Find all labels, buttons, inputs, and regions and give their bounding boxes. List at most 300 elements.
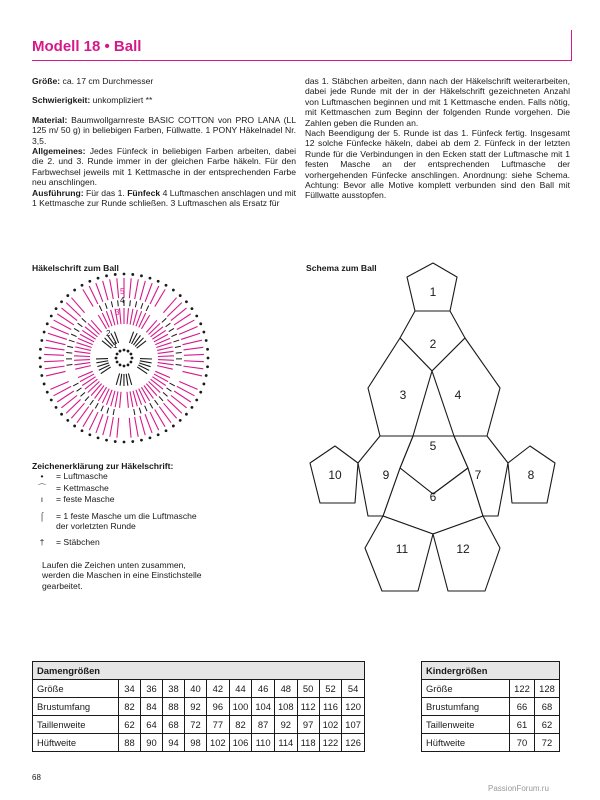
stitch-round-3 bbox=[154, 374, 168, 382]
row-label: Größe bbox=[422, 680, 510, 698]
chain-dot bbox=[179, 294, 182, 297]
stitch-round-3 bbox=[115, 391, 118, 407]
chain-dot-center bbox=[123, 349, 126, 352]
stitch-round-5 bbox=[184, 354, 204, 355]
stitch-round-5 bbox=[179, 327, 197, 335]
chain-dot bbox=[191, 307, 194, 310]
pentagon-label-10: 10 bbox=[328, 468, 342, 482]
stitch-round-5 bbox=[71, 298, 84, 313]
instructions-left bbox=[32, 76, 296, 208]
general-label: Allgemeines: bbox=[32, 146, 86, 157]
stitch-round-5 bbox=[179, 382, 197, 390]
stitch-round-2 bbox=[102, 341, 111, 348]
women-table-title: Damengrößen bbox=[33, 662, 365, 680]
chain-dot bbox=[199, 391, 202, 394]
table-cell: 54 bbox=[342, 680, 365, 698]
stitch-round-3 bbox=[149, 381, 161, 392]
chain-dot bbox=[73, 289, 76, 292]
chain-dot-center bbox=[123, 365, 126, 368]
table-cell: 94 bbox=[163, 734, 185, 752]
table-cell: 102 bbox=[207, 734, 230, 752]
stitch-round-3 bbox=[154, 334, 168, 342]
stitch-round-5 bbox=[96, 283, 103, 302]
chain-dot-center bbox=[127, 364, 130, 367]
stitch-round-3 bbox=[91, 384, 102, 396]
stitch-round-3 bbox=[157, 347, 173, 351]
chain-dot bbox=[202, 331, 205, 334]
chain-dot-center bbox=[131, 357, 134, 360]
table-cell: 40 bbox=[185, 680, 207, 698]
stitch-round-5 bbox=[167, 303, 181, 317]
chain-dot bbox=[206, 365, 209, 368]
chain-dot bbox=[114, 273, 117, 276]
round-number-3: 3 bbox=[115, 308, 120, 317]
stitch-round-5 bbox=[167, 399, 181, 413]
chain-dot bbox=[39, 348, 42, 351]
chain-dot bbox=[185, 300, 188, 303]
stitch-round-5 bbox=[117, 278, 119, 298]
stitch-round-3 bbox=[75, 366, 91, 370]
legend-heading: Zeichenerklärung zur Häkelschrift: bbox=[32, 461, 174, 471]
execution-label: Ausführung: bbox=[32, 187, 84, 198]
chain-dot bbox=[55, 406, 58, 409]
table-row bbox=[422, 734, 560, 752]
pentagon-label-8: 8 bbox=[527, 468, 535, 482]
stitch-round-3 bbox=[80, 374, 94, 382]
table-cell: 62 bbox=[535, 716, 560, 734]
stitch-round-3 bbox=[141, 387, 149, 401]
legend-items bbox=[32, 471, 207, 547]
row-label: Brustumfang bbox=[422, 698, 510, 716]
chain-dot bbox=[46, 322, 49, 325]
stitch-round-5 bbox=[110, 279, 114, 299]
pentagon-label-6: 6 bbox=[429, 490, 437, 504]
chain-dot bbox=[157, 280, 160, 283]
table-row bbox=[33, 734, 365, 752]
chain-dot-center bbox=[127, 350, 130, 353]
stitch-round-5 bbox=[46, 340, 65, 344]
chain-dot bbox=[105, 439, 108, 442]
stitch-round-4 bbox=[67, 346, 73, 347]
chain-dot bbox=[131, 273, 134, 276]
table-row bbox=[422, 680, 560, 698]
stitch-round-3 bbox=[146, 384, 157, 396]
stitch-round-2 bbox=[101, 367, 111, 374]
stitch-round-5 bbox=[50, 327, 68, 335]
pentagon-label-5: 5 bbox=[429, 439, 437, 453]
chain-dot bbox=[66, 294, 69, 297]
stitch-round-5 bbox=[50, 382, 68, 390]
pentagon-label-3: 3 bbox=[399, 388, 407, 402]
table-cell: 104 bbox=[252, 698, 275, 716]
chain-dot bbox=[43, 383, 46, 386]
chain-dot bbox=[50, 399, 53, 402]
stitch-round-4 bbox=[167, 388, 172, 391]
stitch-round-3 bbox=[127, 392, 128, 408]
table-cell: 114 bbox=[274, 734, 297, 752]
legend-text: = feste Masche bbox=[56, 494, 115, 505]
chain-dot-center bbox=[130, 361, 133, 364]
stitch-round-3 bbox=[88, 323, 100, 334]
stitch-round-5 bbox=[103, 416, 108, 435]
table-cell: 88 bbox=[163, 698, 185, 716]
chain-dot bbox=[207, 357, 210, 360]
stitch-round-5 bbox=[182, 371, 201, 375]
stitch-round-3 bbox=[141, 315, 149, 329]
women-size-table bbox=[32, 661, 365, 752]
stitch-round-4 bbox=[146, 306, 149, 311]
stitch-round-4 bbox=[145, 406, 147, 412]
stitch-round-2 bbox=[120, 374, 122, 386]
stitch-round-3 bbox=[151, 327, 163, 337]
chain-dot bbox=[191, 406, 194, 409]
stitch-round-3 bbox=[146, 320, 157, 332]
table-cell: 44 bbox=[229, 680, 252, 698]
stitch-round-4 bbox=[169, 328, 174, 331]
table-row bbox=[422, 698, 560, 716]
stitch-round-3 bbox=[144, 386, 153, 399]
chain-dot bbox=[43, 331, 46, 334]
legend-note: Laufen die Zeichen unten zusammen, werden die Maschen in eine Einstichstelle gearbeitet. bbox=[42, 559, 202, 591]
chain-dot-center bbox=[119, 364, 122, 367]
stitch-round-4 bbox=[159, 396, 163, 400]
stitch-round-5 bbox=[135, 279, 139, 299]
stitch-round-4 bbox=[82, 318, 86, 322]
table-cell: 46 bbox=[252, 680, 275, 698]
legend-text: = Stäbchen bbox=[56, 537, 100, 548]
chain-dot-center bbox=[116, 361, 119, 364]
stitch-round-3 bbox=[155, 371, 170, 377]
chain-dot bbox=[140, 439, 143, 442]
stitch-round-4 bbox=[134, 409, 135, 415]
stitch-round-3 bbox=[80, 334, 94, 342]
stitch-round-5 bbox=[129, 278, 131, 298]
chain-dot bbox=[114, 440, 117, 443]
table-cell: 112 bbox=[297, 698, 319, 716]
stitch-round-3 bbox=[158, 360, 174, 361]
chain-dot bbox=[39, 365, 42, 368]
stitch-round-4 bbox=[99, 306, 102, 311]
legend-item bbox=[32, 494, 207, 504]
stitch-round-3 bbox=[158, 351, 174, 353]
stitch-round-4 bbox=[118, 300, 119, 306]
stitch-round-3 bbox=[130, 309, 133, 325]
pentagon-label-12: 12 bbox=[456, 542, 470, 556]
stitch-round-3 bbox=[151, 379, 164, 389]
stitch-round-3 bbox=[82, 377, 95, 386]
stitch-round-4 bbox=[166, 323, 171, 327]
stitch-round-4 bbox=[66, 353, 72, 354]
chain-dot-center bbox=[119, 350, 122, 353]
stitch-round-5 bbox=[110, 417, 114, 437]
chain-dot bbox=[60, 413, 63, 416]
stitch-round-4 bbox=[176, 353, 182, 354]
pentagon-label-1: 1 bbox=[429, 285, 437, 299]
pentagon-label-9: 9 bbox=[382, 468, 390, 482]
stitch-round-3 bbox=[130, 391, 133, 407]
stitch-round-5 bbox=[140, 416, 145, 435]
legend-item bbox=[32, 537, 207, 547]
stitch-round-4 bbox=[85, 396, 89, 400]
stitch-round-3 bbox=[88, 381, 100, 392]
table-cell: 97 bbox=[297, 716, 319, 734]
round-number-4: 4 bbox=[120, 296, 125, 305]
chain-dot bbox=[39, 357, 42, 360]
chain-dot bbox=[202, 383, 205, 386]
pentagon-label-2: 2 bbox=[429, 337, 437, 351]
table-cell: 72 bbox=[535, 734, 560, 752]
stitch-round-5 bbox=[103, 281, 108, 300]
instructions-right bbox=[305, 76, 570, 201]
stitch-round-2 bbox=[140, 361, 152, 363]
stitch-round-5 bbox=[135, 417, 139, 437]
ball-schema bbox=[300, 258, 570, 598]
chain-dot bbox=[195, 399, 198, 402]
difficulty-label: Schwierigkeit: bbox=[32, 95, 91, 106]
stitch-round-5 bbox=[184, 361, 204, 362]
stitch-round-4 bbox=[176, 365, 182, 366]
table-cell: 70 bbox=[510, 734, 535, 752]
table-cell: 92 bbox=[274, 716, 297, 734]
stitch-round-4 bbox=[170, 383, 175, 386]
table-cell: 106 bbox=[229, 734, 252, 752]
table-cell: 52 bbox=[319, 680, 342, 698]
stitch-round-4 bbox=[130, 300, 131, 306]
table-cell: 96 bbox=[207, 698, 230, 716]
stitch-round-4 bbox=[73, 383, 78, 386]
chain-dot bbox=[185, 413, 188, 416]
stitch-round-2 bbox=[137, 367, 147, 374]
chain-dot bbox=[206, 348, 209, 351]
table-cell: 62 bbox=[119, 716, 141, 734]
chain-dot bbox=[81, 284, 84, 287]
stitch-round-4 bbox=[69, 340, 75, 342]
stitch-round-2 bbox=[128, 373, 131, 385]
stitch-round-3 bbox=[158, 356, 174, 357]
stitch-round-5 bbox=[182, 340, 201, 344]
legend bbox=[32, 461, 207, 591]
stitch-round-5 bbox=[46, 371, 65, 375]
table-cell: 34 bbox=[119, 680, 141, 698]
chain-dot bbox=[123, 441, 126, 444]
table-row bbox=[33, 680, 365, 698]
round-number-1: 1 bbox=[113, 341, 118, 350]
stitch-round-3 bbox=[95, 386, 104, 399]
table-cell: 61 bbox=[510, 716, 535, 734]
legend-symbol: † bbox=[39, 537, 45, 548]
stitch-round-3 bbox=[152, 377, 165, 386]
stitch-round-5 bbox=[145, 414, 152, 433]
chain-dot bbox=[172, 289, 175, 292]
stitch-round-3 bbox=[82, 330, 95, 339]
stitch-round-2 bbox=[135, 338, 143, 347]
stitch-round-5 bbox=[66, 303, 80, 317]
stitch-round-4 bbox=[78, 323, 83, 327]
stitch-round-5 bbox=[183, 366, 203, 369]
table-row bbox=[422, 716, 560, 734]
table-cell: 122 bbox=[319, 734, 342, 752]
legend-symbol: ı bbox=[40, 494, 44, 505]
table-cell: 87 bbox=[252, 716, 275, 734]
stitch-round-4 bbox=[150, 403, 153, 408]
chain-dot bbox=[149, 277, 152, 280]
chain-dot bbox=[46, 391, 49, 394]
table-cell: 122 bbox=[510, 680, 535, 698]
row-label: Größe bbox=[33, 680, 119, 698]
stitch-round-3 bbox=[127, 308, 128, 324]
legend-text: = Kettmasche bbox=[56, 482, 109, 493]
stitch-round-4 bbox=[77, 388, 82, 391]
stitch-round-4 bbox=[175, 346, 181, 347]
stitch-round-4 bbox=[139, 408, 141, 414]
chain-dot bbox=[140, 274, 143, 277]
row-label: Hüftweite bbox=[422, 734, 510, 752]
chain-dot bbox=[88, 280, 91, 283]
table-cell: 128 bbox=[535, 680, 560, 698]
pentagon-label-4: 4 bbox=[454, 388, 462, 402]
size-text: ca. 17 cm Durchmesser bbox=[60, 76, 154, 86]
stitch-round-2 bbox=[105, 338, 113, 347]
table-cell: 116 bbox=[319, 698, 342, 716]
stitch-round-4 bbox=[107, 408, 109, 414]
table-cell: 108 bbox=[274, 698, 297, 716]
stitch-round-4 bbox=[71, 334, 76, 336]
row-label: Brustumfang bbox=[33, 698, 119, 716]
stitch-round-3 bbox=[74, 356, 90, 357]
stitch-round-5 bbox=[129, 418, 131, 438]
table-cell: 64 bbox=[141, 716, 163, 734]
chain-dot bbox=[165, 429, 168, 432]
stitch-round-5 bbox=[140, 281, 145, 300]
stitch-round-4 bbox=[66, 365, 72, 366]
legend-symbol: ⌒ bbox=[37, 482, 47, 493]
chain-dot bbox=[179, 419, 182, 422]
stitch-round-5 bbox=[45, 366, 65, 369]
chain-dot bbox=[66, 419, 69, 422]
execution-text-2: 4 Luftmaschen anschlagen und mit 1 Kettmasche zur Runde schließen. 3 Luftmaschen als Ersatz für bbox=[32, 187, 296, 209]
stitch-round-4 bbox=[113, 409, 114, 415]
table-cell: 68 bbox=[535, 698, 560, 716]
table-cell: 126 bbox=[342, 734, 365, 752]
legend-text: = 1 feste Masche um die Luftmasche der vorletzten Runde bbox=[56, 510, 197, 532]
stitch-round-4 bbox=[135, 301, 136, 307]
stitch-round-5 bbox=[183, 347, 203, 350]
stitch-round-5 bbox=[66, 399, 80, 413]
stitch-round-5 bbox=[117, 418, 119, 438]
table-cell: 48 bbox=[274, 680, 297, 698]
table-cell: 90 bbox=[141, 734, 163, 752]
chart-heading: Häkelschrift zum Ball bbox=[32, 263, 119, 273]
chain-dot bbox=[40, 339, 43, 342]
page-number: 68 bbox=[32, 773, 41, 782]
legend-item bbox=[32, 483, 207, 493]
stitch-round-5 bbox=[45, 347, 65, 350]
stitch-round-4 bbox=[171, 334, 176, 336]
stitch-round-5 bbox=[145, 283, 152, 302]
table-cell: 118 bbox=[297, 734, 319, 752]
legend-symbol: ⌠ bbox=[39, 510, 45, 521]
legend-item bbox=[32, 471, 207, 481]
chain-dot bbox=[149, 436, 152, 439]
stitch-round-5 bbox=[181, 333, 200, 339]
row-label: Taillenweite bbox=[33, 716, 119, 734]
stitch-round-3 bbox=[85, 327, 97, 337]
chain-dot bbox=[88, 433, 91, 436]
watermark: PassionForum.ru bbox=[488, 784, 549, 793]
legend-symbol: • bbox=[40, 471, 44, 482]
chain-dot bbox=[205, 339, 208, 342]
chain-dot bbox=[165, 284, 168, 287]
title-rule bbox=[32, 60, 572, 61]
round-number-5: 5 bbox=[120, 287, 125, 296]
table-cell: 38 bbox=[163, 680, 185, 698]
table-cell: 100 bbox=[229, 698, 252, 716]
chain-dot bbox=[81, 429, 84, 432]
difficulty-text: unkompliziert ** bbox=[90, 95, 153, 106]
stitch-round-4 bbox=[173, 340, 179, 342]
stitch-round-5 bbox=[48, 333, 67, 339]
chain-dot bbox=[73, 425, 76, 428]
table-cell: 110 bbox=[252, 734, 275, 752]
chain-dot bbox=[55, 307, 58, 310]
legend-text: = Luftmasche bbox=[56, 471, 108, 482]
chain-dot bbox=[97, 277, 100, 280]
table-row bbox=[33, 716, 365, 734]
page-title: Modell 18 • Ball bbox=[32, 38, 142, 55]
execution-text: Für das 1. bbox=[83, 187, 128, 198]
stitch-round-3 bbox=[74, 351, 90, 353]
right-paragraph-2: Nach Beendigung der 5. Runde ist das 1. Fünfeck fertig. Insgesamt 12 solche Fünfecke häkeln, dabei ab dem 2. Fünfeck in der letzten Runde für die Verbindungen in den Ecken statt der Luftmasche mit 1 festen Masche an der entsprechenden Luftmasche der vorhergehenden Fünfecke anschlingen. Anordnung: siehe Schema. Achtung: Bevor alle Motive komplett verbunden sind den Ball mit Füllwatte ausstopfen. bbox=[305, 128, 570, 201]
stitch-round-3 bbox=[98, 315, 106, 329]
chain-dot bbox=[105, 274, 108, 277]
stitch-round-4 bbox=[101, 406, 103, 412]
stitch-round-4 bbox=[162, 318, 166, 322]
stitch-round-5 bbox=[96, 414, 103, 433]
stitch-round-3 bbox=[149, 323, 161, 334]
chain-dot-center bbox=[115, 357, 118, 360]
stitch-round-5 bbox=[163, 298, 176, 313]
size-label: Größe: bbox=[32, 76, 61, 86]
execution-bold: Fünfeck bbox=[127, 187, 161, 198]
chain-dot-center bbox=[130, 353, 133, 356]
stitch-round-3 bbox=[91, 320, 102, 332]
stitch-round-4 bbox=[74, 328, 79, 331]
stitch-round-3 bbox=[75, 347, 91, 351]
stitch-round-4 bbox=[80, 392, 85, 396]
stitch-round-3 bbox=[74, 360, 90, 361]
stitch-round-4 bbox=[105, 303, 107, 309]
stitch-round-2 bbox=[137, 341, 146, 348]
stitch-round-3 bbox=[157, 366, 173, 370]
chain-dot bbox=[123, 273, 126, 276]
stitch-round-4 bbox=[111, 301, 112, 307]
general-text: Jedes Fünfeck in beliebigen Farben arbeiten, dabei die 2. und 3. Runde immer in der gleichen Farbe häkeln. Für den Farbwechsel jeweils mit 1 Kettmasche in der entsprechenden Farbe neu anschlingen. bbox=[32, 146, 296, 188]
chain-dot bbox=[199, 322, 202, 325]
chain-dot bbox=[157, 433, 160, 436]
title-tick bbox=[571, 30, 572, 61]
table-cell: 42 bbox=[207, 680, 230, 698]
material-label: Material: bbox=[32, 114, 68, 125]
table-cell: 84 bbox=[141, 698, 163, 716]
stitch-round-3 bbox=[152, 330, 165, 339]
stitch-round-3 bbox=[120, 308, 121, 324]
table-cell: 92 bbox=[185, 698, 207, 716]
table-cell: 50 bbox=[297, 680, 319, 698]
chain-dot bbox=[60, 300, 63, 303]
row-label: Hüftweite bbox=[33, 734, 119, 752]
chain-dot bbox=[172, 425, 175, 428]
stitch-round-5 bbox=[44, 354, 64, 355]
